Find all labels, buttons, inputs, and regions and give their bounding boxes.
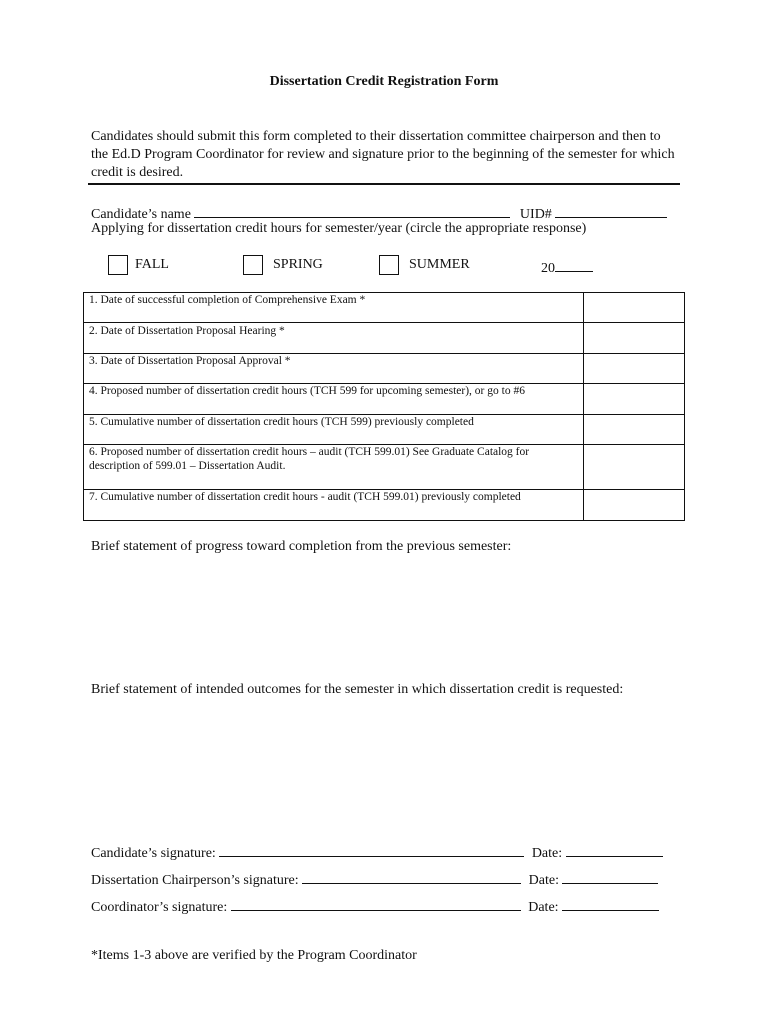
candidate-signature-row [91,842,663,862]
outcomes-statement-label: Brief statement of intended outcomes for the semester in which dissertation credit is requested: [91,682,624,697]
applying-text: Applying for dissertation credit hours for semester/year (circle the appropriate response) [91,221,587,236]
item-value-cell[interactable] [584,293,685,323]
table-row [84,415,685,445]
item-value-cell[interactable] [584,445,685,490]
candidate-name-label: Candidate’s name [91,207,191,222]
item-label: 5. Cumulative number of dissertation credit hours (TCH 599) previously completed [84,415,584,445]
outcomes-statement-area[interactable] [91,705,681,825]
candidate-signature-field[interactable] [219,842,524,857]
item-label: 3. Date of Dissertation Proposal Approval * [84,354,584,384]
chairperson-date-field[interactable] [562,869,658,884]
item-label: 7. Cumulative number of dissertation credit hours - audit (TCH 599.01) previously completed [84,490,584,521]
date-label: Date: [531,846,563,861]
coordinator-signature-row [91,896,659,916]
summer-label: SUMMER [409,257,470,272]
semester-spring[interactable] [243,255,323,275]
table-row [84,384,685,415]
year-prefix: 20 [541,261,555,276]
candidate-signature-label: Candidate’s signature: [91,846,216,861]
semester-fall[interactable] [108,255,169,275]
fall-checkbox[interactable] [108,255,128,275]
coordinator-signature-label: Coordinator’s signature: [91,900,228,915]
item-value-cell[interactable] [584,415,685,445]
spring-checkbox[interactable] [243,255,263,275]
table-row [84,490,685,521]
form-title: Dissertation Credit Registration Form [269,74,499,89]
chairperson-signature-row [91,869,658,889]
item-label: 1. Date of successful completion of Comprehensive Exam * [84,293,584,323]
coordinator-date-field[interactable] [562,896,659,911]
year-field[interactable] [555,257,593,272]
item-label: 6. Proposed number of dissertation credit hours – audit (TCH 599.01) See Graduate Catalog for description of 599.01 – Dissertation Audit. [84,445,584,490]
coordinator-signature-field[interactable] [231,896,521,911]
table-row [84,445,685,490]
instructions-text: Candidates should submit this form completed to their dissertation committee chairperson and then to the Ed.D Program Coordinator for review and signature prior to the beginning of the semester for which credit is desired. [91,129,675,180]
item-value-cell[interactable] [584,354,685,384]
year-row [541,257,593,277]
uid-label: UID# [519,207,552,222]
item-value-cell[interactable] [584,323,685,354]
items-table [83,292,685,521]
table-row [84,293,685,323]
uid-field[interactable] [555,203,667,218]
progress-statement-area[interactable] [91,562,681,662]
candidate-name-row [91,203,667,223]
summer-checkbox[interactable] [379,255,399,275]
candidate-name-field[interactable] [194,203,510,218]
chairperson-signature-label: Dissertation Chairperson’s signature: [91,873,299,888]
semester-summer[interactable] [379,255,470,275]
date-label: Date: [528,900,559,915]
table-row [84,354,685,384]
item-value-cell[interactable] [584,384,685,415]
date-label: Date: [528,873,559,888]
footnote: *Items 1-3 above are verified by the Program Coordinator [91,948,417,963]
item-value-cell[interactable] [584,490,685,521]
fall-label: FALL [135,257,169,272]
item-label: 2. Date of Dissertation Proposal Hearing * [84,323,584,354]
chairperson-signature-field[interactable] [302,869,521,884]
spring-label: SPRING [273,257,323,272]
table-row [84,323,685,354]
item-label: 4. Proposed number of dissertation credit hours (TCH 599 for upcoming semester), or go to #6 [84,384,584,415]
progress-statement-label: Brief statement of progress toward completion from the previous semester: [91,539,512,554]
divider [88,183,680,185]
candidate-date-field[interactable] [566,842,663,857]
